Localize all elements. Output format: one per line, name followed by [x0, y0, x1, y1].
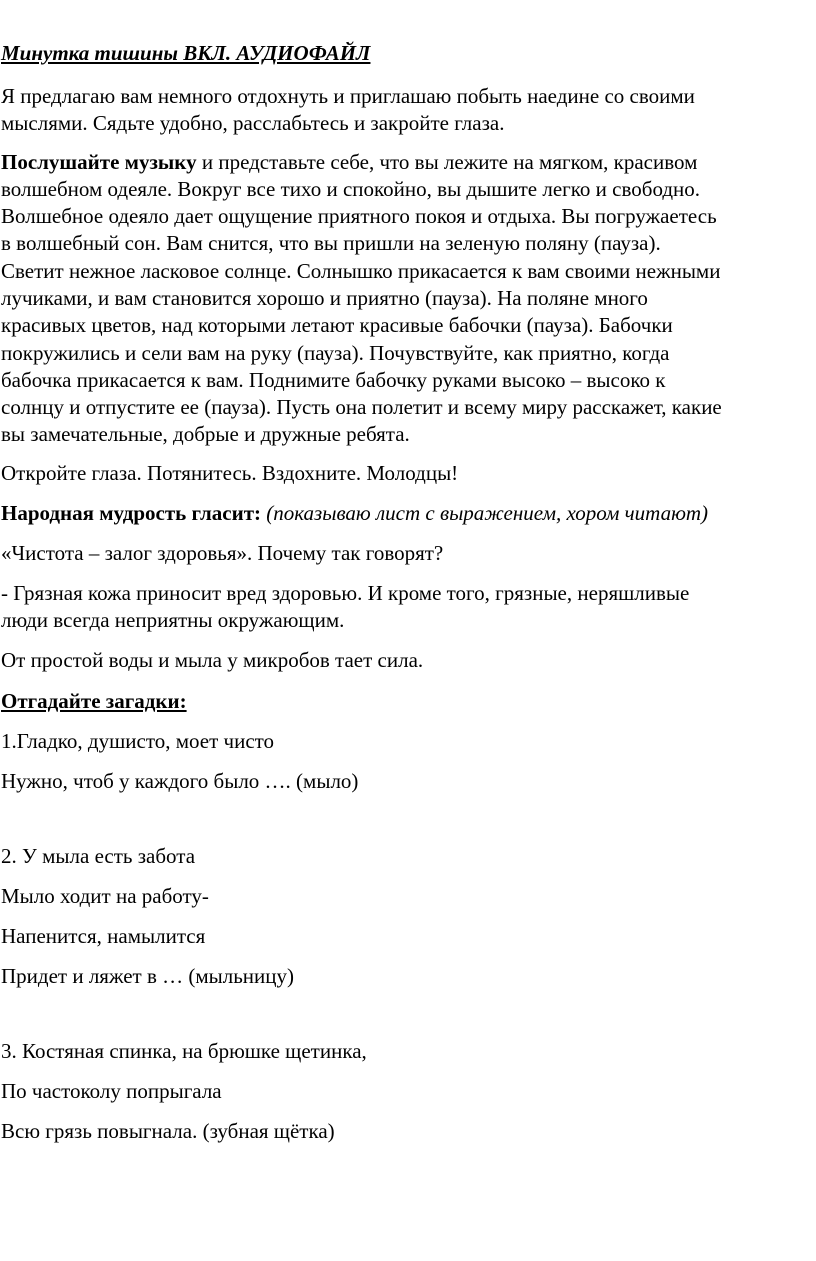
music-paragraph-line-6: лучиками, и вам становится хорошо и приятно (пауза). На поляне много	[1, 286, 648, 310]
wisdom-line	[1, 500, 708, 527]
wisdom-lead: Народная мудрость гласит:	[1, 501, 261, 525]
music-paragraph-line-7: красивых цветов, над которыми летают красивые бабочки (пауза). Бабочки	[1, 313, 673, 337]
riddle-1-line-1: 1.Гладко, душисто, моет чисто	[1, 729, 275, 753]
riddles-heading: Отгадайте загадки:	[1, 689, 187, 713]
riddle-2-line-3: Напенится, намылится	[1, 924, 206, 948]
riddle-3-line-1: 3. Костяная спинка, на брюшке щетинка,	[1, 1039, 367, 1063]
saying-line: «Чистота – залог здоровья». Почему так говорят?	[1, 541, 444, 565]
intro-line-2: мыслями. Сядьте удобно, расслабьтесь и закройте глаза.	[1, 111, 505, 135]
music-paragraph-line-10: солнцу и отпустите ее (пауза). Пусть она полетит и всему миру расскажет, какие	[1, 395, 722, 419]
answer-line-2: люди всегда неприятны окружающим.	[1, 608, 345, 632]
answer-line-1: - Грязная кожа приносит вред здоровью. И кроме того, грязные, неряшливые	[1, 581, 690, 605]
riddle-2-line-2: Мыло ходит на работу-	[1, 884, 209, 908]
music-lead: Послушайте музыку	[1, 150, 197, 174]
riddle-2-line-1: 2. У мыла есть забота	[1, 844, 196, 868]
music-paragraph-line-9: бабочка прикасается к вам. Поднимите бабочку руками высоко – высоко к	[1, 368, 666, 392]
music-paragraph-line-11: вы замечательные, добрые и дружные ребята.	[1, 422, 410, 446]
riddle-3-line-3: Всю грязь повыгнала. (зубная щётка)	[1, 1119, 335, 1143]
music-paragraph-line-2: волшебном одеяле. Вокруг все тихо и спокойно, вы дышите легко и свободно.	[1, 177, 701, 201]
riddle-2-line-4: Придет и ляжет в … (мыльницу)	[1, 964, 295, 988]
music-paragraph-line-1	[1, 149, 697, 176]
wisdom-note: (показываю лист с выражением, хором читают)	[261, 501, 709, 525]
page-title: Минутка тишины ВКЛ. АУДИОФАЙЛ	[1, 41, 371, 65]
music-paragraph-line-3: Волшебное одеяло дает ощущение приятного покоя и отдыха. Вы погружаетесь	[1, 204, 717, 228]
open-eyes-line: Откройте глаза. Потянитесь. Вздохните. Молодцы!	[1, 461, 459, 485]
riddle-1-line-2: Нужно, чтоб у каждого было …. (мыло)	[1, 769, 359, 793]
water-line: От простой воды и мыла у микробов тает сила.	[1, 648, 424, 672]
music-paragraph-line-8: покружились и сели вам на руку (пауза). Почувствуйте, как приятно, когда	[1, 341, 670, 365]
riddle-3-line-2: По частоколу попрыгала	[1, 1079, 222, 1103]
music-paragraph-line-5: Светит нежное ласковое солнце. Солнышко прикасается к вам своими нежными	[1, 259, 721, 283]
music-line-1-rest: и представьте себе, что вы лежите на мягком, красивом	[196, 150, 698, 174]
music-paragraph-line-4: в волшебный сон. Вам снится, что вы пришли на зеленую поляну (пауза).	[1, 231, 661, 255]
intro-line-1: Я предлагаю вам немного отдохнуть и приглашаю побыть наедине со своими	[1, 84, 695, 108]
